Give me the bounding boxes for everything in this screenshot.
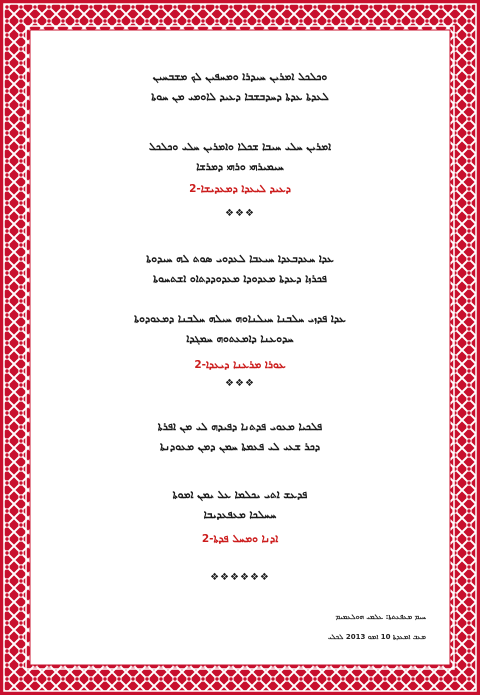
- stanza2-line1: ܥܕܐ ܚܥܕܒܥܕܐ ܚܝܥܒܐ ܠܥܕܘܝ ܣܘܬ ܠܗ ܚܝܕܘܬܐ: [146, 253, 334, 265]
- stanza1-line2: ܠܥܕܬܐ ܥܕܬܐ ܕܚܕܒܫܒܐ ܕܥܝܕ ܠܐܘܡܝ ܡܢ ܚܘܬܐ: [151, 91, 329, 103]
- stanza2-line4: ܚܕܘܥܢܐ ܕܐܡܥܬܘܗ ܚܡܓܕܐ: [186, 333, 294, 345]
- stanza2-line3: ܥܕܐ ܦܕܙܝ ܚܠܒܢܐ ܚܝܠܢܐܘܗ ܚܝܠܗ ܚܠܒܢܐ ܕܡܥܘܕܘܬܐ: [134, 313, 346, 325]
- hymn-text: [40, 56, 440, 646]
- footer-author: ܚܝܡ ܡܥܦܥܬܬܐ: ܥܠܡܝ ܗܘܠܥܡܝܡ: [335, 613, 426, 621]
- stanza1-line4: ܚܝܡܝܪܗܝ ܘܪܗܝ ܕܡܪܫܐ: [196, 161, 284, 173]
- stanza1-refrain: ܕܥܝܕ ܠܝܥܕܐ ܕܡܥܕܝܫܐ-2: [189, 183, 291, 195]
- stanza2-refrain: ܥܘܪܐ ܡܪܥܢܐ ܕܝܥܕܐ-2: [194, 359, 286, 371]
- end-ornament: ❖❖❖❖❖❖: [210, 572, 270, 583]
- stanza1-line1: ܘܟܠܟܠ ܐܡܪܝܢ ܚܝܕܪܐ ܘܡܚܦܝܢ ܠܟ ܡܫܒܚܝܢ: [152, 71, 328, 83]
- stanza3-line2: ܕܟܪ ܫܥܝ ܠܝ ܦܥܡܬܐ ܚܡܢ ܕܡܢ ܡܥܘܕܢܬܐ: [159, 441, 321, 453]
- footer-date: ܡܥܒ ܐܡܥܕܬܐ 10 ܐܡܘ 2013 ܠܟܠܝ: [327, 633, 426, 641]
- stanza3-line3: ܦܕܥܫ ܐܬܝ ܝܟܠܡܐ ܥܠ ܝܡܢ ܐܡܘܬܐ: [172, 489, 308, 501]
- separator-ornament: ❖❖❖: [225, 378, 255, 389]
- stanza3-refrain: ܐܕܢܐ ܘܡܚܠ ܦܕܬܐ-2: [201, 533, 279, 545]
- stanza3-line4: ܚܚܠܟܐ ܡܥܦܥܕܝܒܐ: [203, 509, 277, 521]
- stanza3-line1: ܦܠܟܝܐ ܡܥܘܝ ܦܕܬܢܐ ܕܦܝܕܗ ܠܝ ܡܢ ܐܦܪܬܐ: [157, 421, 323, 433]
- stanza2-line2: ܦܟܪܙܐ ܕܥܕܬܐ ܡܥܕܘܕܐ ܡܥܕܘܕܕܬܐܘ ܐܫܬܚܘܬܐ: [153, 273, 327, 285]
- stanza1-line3: ܐܡܪܝܢ ܚܠܝ ܚܝܒܐ ܫܟܠܐ ܘܐܡܪܝܢ ܚܠܝ ܘܟܠܟܠ: [148, 141, 332, 153]
- separator-ornament: ❖❖❖: [225, 208, 255, 219]
